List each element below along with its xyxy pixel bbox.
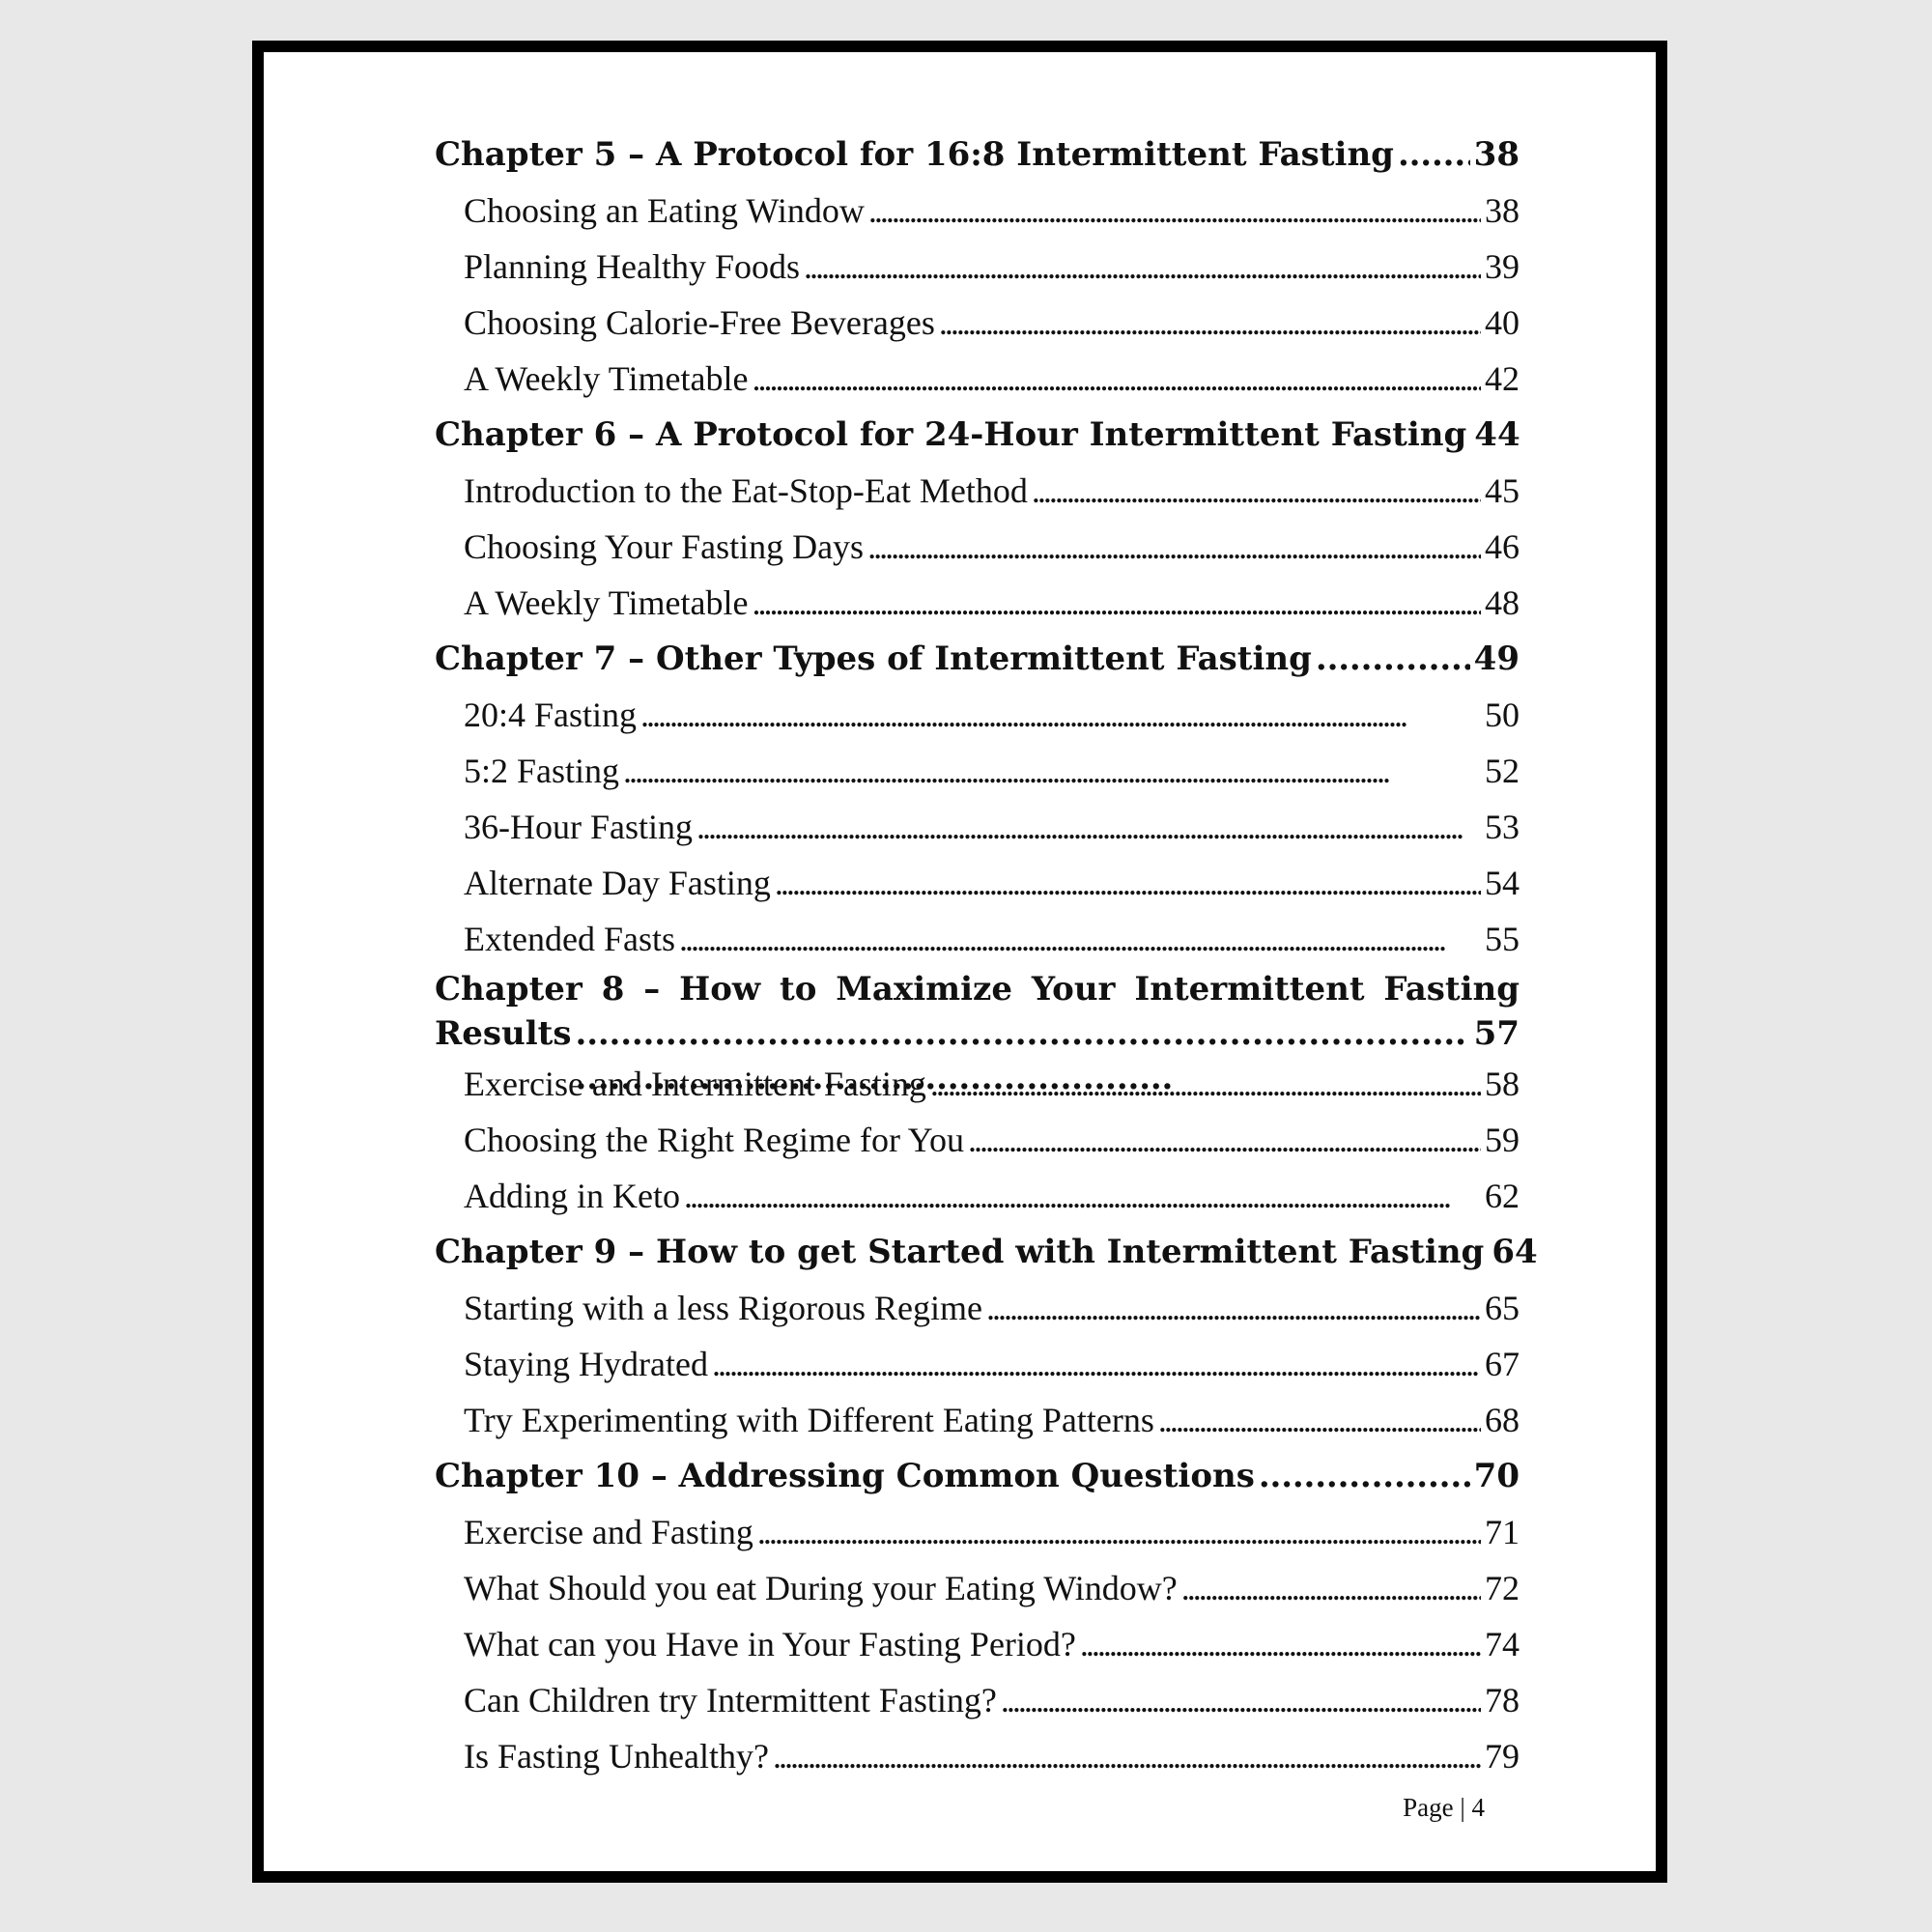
dot-leader	[930, 1056, 1481, 1112]
toc-entry-page: 38	[1473, 135, 1520, 174]
toc-entry-page: 49	[1473, 639, 1520, 678]
dot-leader	[623, 743, 1481, 799]
toc-entry-title: Chapter 6 – A Protocol for 24-Hour Intermittent Fasting	[435, 415, 1467, 454]
toc-entry-title: Choosing Calorie-Free Beverages	[464, 303, 935, 342]
dot-leader	[986, 1280, 1481, 1336]
toc-entry-page: 44	[1474, 415, 1520, 454]
toc-entry-title: Chapter 7 – Other Types of Intermittent Fasting	[435, 639, 1312, 678]
toc-entry-page: 67	[1485, 1345, 1520, 1383]
toc-title-word: How	[679, 970, 761, 1009]
toc-entry-title: Staying Hydrated	[464, 1345, 708, 1383]
toc-entry-page: 57	[1473, 1014, 1520, 1053]
toc-entry-title: What can you Have in Your Fasting Period?	[464, 1625, 1076, 1663]
toc-section-entry[interactable]	[435, 855, 1520, 911]
toc-entry-title: Starting with a less Rigorous Regime	[464, 1289, 982, 1327]
toc-entry-page: 46	[1485, 527, 1520, 566]
toc-section-entry[interactable]	[435, 295, 1520, 351]
toc-entry-title: Choosing an Eating Window	[464, 191, 865, 230]
toc-entry-page: 72	[1485, 1569, 1520, 1607]
toc-section-entry[interactable]	[435, 1056, 1520, 1112]
toc-section-entry[interactable]	[435, 1336, 1520, 1392]
dot-leader	[752, 351, 1481, 407]
toc-section-entry[interactable]	[435, 1728, 1520, 1784]
dot-leader	[968, 1112, 1481, 1168]
toc-chapter-entry[interactable]	[435, 967, 1520, 1056]
toc-entry-title: Planning Healthy Foods	[464, 247, 800, 286]
toc-entry-title: Exercise and Fasting	[464, 1513, 753, 1551]
toc-title-word: Maximize	[836, 970, 1012, 1009]
dot-leader	[867, 519, 1481, 575]
toc-entry-title: Try Experimenting with Different Eating Patterns	[464, 1401, 1154, 1439]
dot-leader	[1001, 1672, 1481, 1728]
dot-leader	[752, 575, 1481, 631]
toc-section-entry[interactable]	[435, 1504, 1520, 1560]
toc-entry-page: 70	[1473, 1457, 1520, 1495]
toc-section-2	[435, 1056, 1538, 1784]
toc-chapter-entry[interactable]	[435, 407, 1520, 463]
toc-entry-page: 42	[1485, 359, 1520, 398]
toc-entry-page: 54	[1485, 864, 1520, 902]
dot-leader	[640, 687, 1481, 743]
toc-entry-title: Choosing Your Fasting Days	[464, 527, 865, 566]
toc-entry-page: 45	[1485, 471, 1520, 510]
dot-leader	[696, 799, 1481, 855]
toc-section-entry[interactable]	[435, 1112, 1520, 1168]
toc-entry-title: Adding in Keto	[464, 1177, 680, 1215]
toc-entry-page: 65	[1485, 1289, 1520, 1327]
toc-entry-page: 40	[1485, 303, 1520, 342]
toc-chapter-title-line1	[435, 967, 1520, 1011]
table-of-contents	[435, 127, 1538, 1784]
toc-entry-title: Alternate Day Fasting	[464, 864, 771, 902]
toc-section-entry[interactable]	[435, 1616, 1520, 1672]
toc-entry-page: 39	[1485, 247, 1520, 286]
toc-section-1	[435, 127, 1520, 967]
toc-entry-page: 48	[1485, 583, 1520, 622]
toc-section-entry[interactable]	[435, 463, 1520, 519]
dot-leader	[804, 239, 1481, 295]
toc-section-entry[interactable]	[435, 911, 1520, 967]
dot-leader	[1032, 463, 1481, 519]
toc-entry-title: Introduction to the Eat-Stop-Eat Method	[464, 471, 1028, 510]
toc-entry-title: Exercise and Intermittent Fasting	[464, 1065, 926, 1103]
dot-leader	[1259, 1448, 1470, 1504]
toc-entry-title: What Should you eat During your Eating Window?	[464, 1569, 1178, 1607]
dot-leader	[773, 1728, 1481, 1784]
toc-title-word: to	[780, 970, 817, 1009]
toc-entry-page: 52	[1485, 752, 1520, 790]
toc-section-entry[interactable]	[435, 799, 1520, 855]
toc-section-entry[interactable]	[435, 743, 1520, 799]
toc-section-entry[interactable]	[435, 1672, 1520, 1728]
toc-entry-page: 68	[1485, 1401, 1520, 1439]
toc-title-word: –	[643, 970, 661, 1009]
page-footer: Page | 4	[1403, 1793, 1485, 1822]
toc-entry-title: 36-Hour Fasting	[464, 808, 693, 846]
dot-leader	[775, 855, 1481, 911]
toc-entry-page: 38	[1485, 191, 1520, 230]
toc-entry-page: 62	[1485, 1177, 1520, 1215]
toc-section-entry[interactable]	[435, 183, 1520, 239]
toc-entry-title: 20:4 Fasting	[464, 696, 638, 734]
toc-section-entry[interactable]	[435, 1392, 1520, 1448]
toc-section-entry[interactable]	[435, 1280, 1520, 1336]
dot-leader	[712, 1336, 1481, 1392]
dot-leader	[939, 295, 1481, 351]
toc-section-entry[interactable]	[435, 519, 1520, 575]
toc-title-word: Chapter	[435, 970, 582, 1009]
toc-entry-title: Choosing the Right Regime for You	[464, 1121, 965, 1159]
toc-entry-title: Chapter 5 – A Protocol for 16:8 Intermittent Fasting	[435, 135, 1394, 174]
toc-section-entry[interactable]	[435, 239, 1520, 295]
dot-leader	[1316, 631, 1470, 687]
toc-entry-title: A Weekly Timetable	[464, 583, 749, 622]
toc-entry-title: Chapter 9 – How to get Started with Intermittent Fasting	[435, 1233, 1485, 1271]
dot-leader	[868, 183, 1481, 239]
toc-entry-title: Is Fasting Unhealthy?	[464, 1737, 769, 1776]
dot-leader	[1398, 127, 1470, 183]
toc-entry-page: 78	[1485, 1681, 1520, 1719]
toc-entry-title: Results	[435, 1014, 572, 1053]
dot-leader	[1181, 1560, 1481, 1616]
toc-entry-title: 5:2 Fasting	[464, 752, 620, 790]
toc-entry-title: A Weekly Timetable	[464, 359, 749, 398]
toc-entry-page: 55	[1485, 920, 1520, 958]
toc-title-word: Intermittent	[1134, 970, 1365, 1009]
toc-entry-page: 59	[1485, 1121, 1520, 1159]
toc-section-entry[interactable]	[435, 1168, 1520, 1224]
dot-leader	[1080, 1616, 1481, 1672]
toc-section-entry[interactable]	[435, 1560, 1520, 1616]
toc-entry-page: 53	[1485, 808, 1520, 846]
toc-entry-page: 64	[1492, 1233, 1538, 1271]
toc-entry-title: Extended Fasts	[464, 920, 675, 958]
toc-entry-page: 79	[1485, 1737, 1520, 1776]
dot-leader	[1158, 1392, 1481, 1448]
dot-leader	[679, 911, 1481, 967]
toc-title-word: Fasting	[1383, 970, 1520, 1009]
dot-leader	[684, 1168, 1481, 1224]
toc-entry-title: Can Children try Intermittent Fasting?	[464, 1681, 997, 1719]
toc-entry-page: 58	[1485, 1065, 1520, 1103]
toc-section-entry[interactable]	[435, 687, 1520, 743]
toc-entry-page: 74	[1485, 1625, 1520, 1663]
document-page	[252, 41, 1667, 1883]
toc-entry-page: 50	[1485, 696, 1520, 734]
toc-chapter-entry[interactable]	[435, 1448, 1520, 1504]
toc-title-word: Your	[1031, 970, 1116, 1009]
toc-title-word: 8	[601, 970, 625, 1009]
dot-leader	[757, 1504, 1481, 1560]
toc-entry-title: Chapter 10 – Addressing Common Questions	[435, 1457, 1255, 1495]
toc-entry-page: 71	[1485, 1513, 1520, 1551]
toc-chapter-entry[interactable]	[435, 631, 1520, 687]
toc-chapter-title-line2	[435, 1011, 1520, 1056]
toc-section-entry[interactable]	[435, 351, 1520, 407]
toc-section-entry[interactable]	[435, 575, 1520, 631]
toc-chapter-entry[interactable]	[435, 1224, 1538, 1280]
toc-chapter-entry[interactable]	[435, 127, 1520, 183]
